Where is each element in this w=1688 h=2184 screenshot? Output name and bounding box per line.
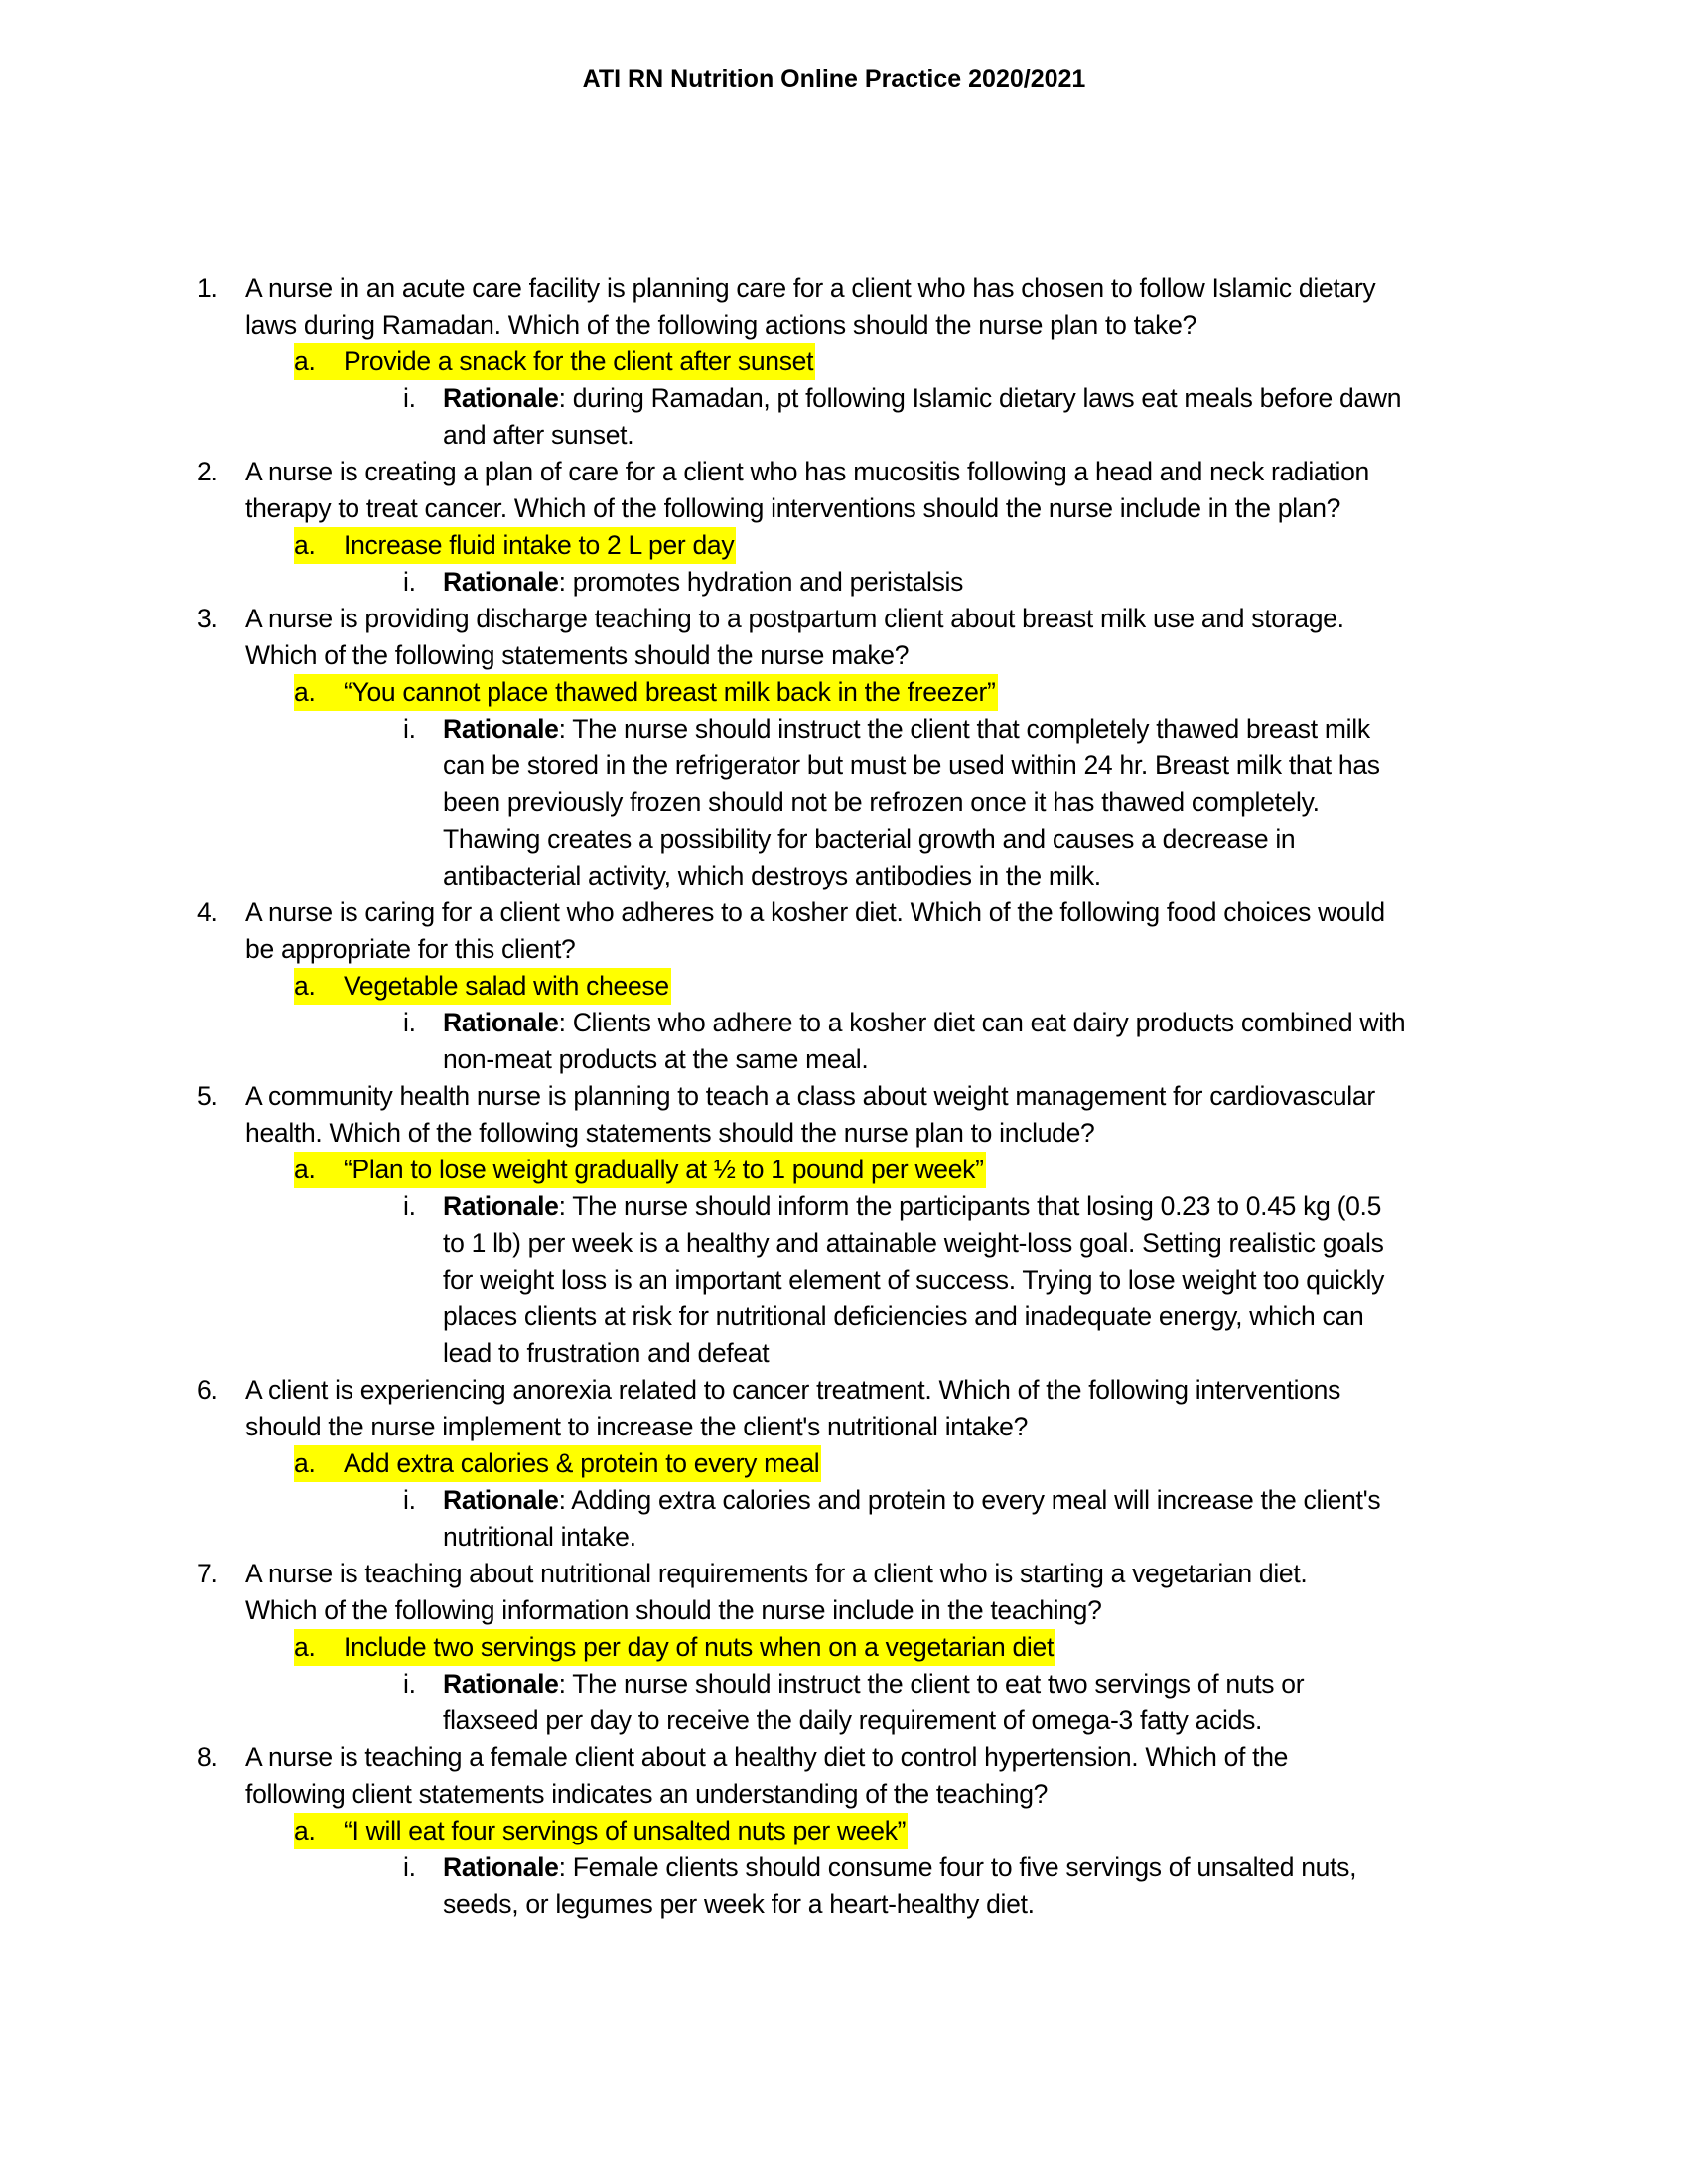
rationale-text xyxy=(443,1703,1262,1739)
rationale-body: non-meat products at the same meal. xyxy=(443,1044,869,1074)
question-line xyxy=(0,1739,1688,1776)
rationale-line xyxy=(0,1225,1688,1262)
rationale-label: Rationale xyxy=(443,1008,559,1037)
question-item xyxy=(0,1739,1688,1923)
rationale-text xyxy=(443,1482,1380,1519)
highlighted-answer xyxy=(294,674,998,711)
answer-text: Add extra calories & protein to every meal xyxy=(344,1448,820,1478)
rationale-line xyxy=(0,748,1688,784)
answer-text: “I will eat four servings of unsalted nuts per week” xyxy=(344,1816,907,1845)
question-line xyxy=(0,1078,1688,1115)
question-text: A community health nurse is planning to teach a class about weight management for cardiovascular xyxy=(245,1081,1375,1111)
question-line xyxy=(0,637,1688,674)
question-text: A nurse is teaching a female client about a healthy diet to control hypertension. Which of the xyxy=(245,1742,1289,1772)
answer-letter: a. xyxy=(294,1448,316,1478)
rationale-body: to 1 lb) per week is a healthy and attainable weight-loss goal. Setting realistic goals xyxy=(443,1228,1384,1258)
rationale-body: : Adding extra calories and protein to every meal will increase the client's xyxy=(558,1485,1381,1515)
answer-letter: a. xyxy=(294,677,316,707)
rationale-body: flaxseed per day to receive the daily requirement of omega-3 fatty acids. xyxy=(443,1706,1263,1735)
answer-letter: a. xyxy=(294,1155,316,1184)
answer-line xyxy=(0,968,1688,1005)
rationale-numeral: i. xyxy=(403,1191,416,1221)
rationale-numeral: i. xyxy=(403,1485,416,1515)
rationale-numeral: i. xyxy=(403,383,416,413)
rationale-line xyxy=(0,1041,1688,1078)
rationale-line xyxy=(0,1005,1688,1041)
question-item xyxy=(0,454,1688,601)
rationale-label: Rationale xyxy=(443,1485,559,1515)
rationale-text xyxy=(443,1298,1363,1335)
rationale-line xyxy=(0,417,1688,454)
answer-text: Increase fluid intake to 2 L per day xyxy=(344,530,735,560)
question-item xyxy=(0,601,1688,894)
question-text: should the nurse implement to increase the client's nutritional intake? xyxy=(245,1412,1029,1441)
rationale-text xyxy=(443,1886,1035,1923)
question-line xyxy=(0,454,1688,490)
rationale-line xyxy=(0,1519,1688,1556)
highlighted-answer xyxy=(294,968,671,1005)
rationale-body: Thawing creates a possibility for bacterial growth and causes a decrease in xyxy=(443,824,1296,854)
question-line xyxy=(0,1592,1688,1629)
question-text: therapy to treat cancer. Which of the following interventions should the nurse include in the plan? xyxy=(245,493,1341,523)
rationale-text xyxy=(443,1005,1405,1041)
rationale-text xyxy=(443,380,1401,417)
highlighted-answer xyxy=(294,343,815,380)
question-item xyxy=(0,894,1688,1078)
rationale-text xyxy=(443,1225,1384,1262)
rationale-line xyxy=(0,1666,1688,1703)
rationale-line xyxy=(0,1703,1688,1739)
rationale-body: lead to frustration and defeat xyxy=(443,1338,770,1368)
rationale-body: for weight loss is an important element of success. Trying to lose weight too quickly xyxy=(443,1265,1385,1295)
highlighted-answer xyxy=(294,1445,821,1482)
answer-line xyxy=(0,1629,1688,1666)
rationale-body: places clients at risk for nutritional deficiencies and inadequate energy, which can xyxy=(443,1301,1364,1331)
rationale-line xyxy=(0,564,1688,601)
question-item xyxy=(0,1372,1688,1556)
question-number: 6. xyxy=(197,1375,218,1405)
rationale-text xyxy=(443,1849,1356,1886)
answer-line xyxy=(0,674,1688,711)
question-line xyxy=(0,1776,1688,1813)
rationale-text xyxy=(443,748,1380,784)
question-text: A client is experiencing anorexia related to cancer treatment. Which of the following interventions xyxy=(245,1375,1341,1405)
rationale-text xyxy=(443,858,1101,894)
rationale-line xyxy=(0,1262,1688,1298)
question-number: 2. xyxy=(197,457,218,486)
question-number: 5. xyxy=(197,1081,218,1111)
question-text: A nurse is providing discharge teaching to a postpartum client about breast milk use and storage. xyxy=(245,604,1344,633)
answer-text: Vegetable salad with cheese xyxy=(344,971,669,1001)
question-line xyxy=(0,894,1688,931)
question-line xyxy=(0,601,1688,637)
rationale-body: : Female clients should consume four to five servings of unsalted nuts, xyxy=(558,1852,1357,1882)
question-line xyxy=(0,1409,1688,1445)
rationale-label: Rationale xyxy=(443,567,559,597)
answer-text: Provide a snack for the client after sunset xyxy=(344,346,814,376)
question-line xyxy=(0,1372,1688,1409)
rationale-body: and after sunset. xyxy=(443,420,634,450)
answer-line xyxy=(0,1813,1688,1849)
question-line xyxy=(0,490,1688,527)
highlighted-answer xyxy=(294,1629,1055,1666)
rationale-text xyxy=(443,784,1320,821)
question-item xyxy=(0,1556,1688,1739)
answer-line xyxy=(0,527,1688,564)
answer-letter: a. xyxy=(294,530,316,560)
question-number: 1. xyxy=(197,273,218,303)
document-title: ATI RN Nutrition Online Practice 2020/2021 xyxy=(582,66,1086,93)
rationale-line xyxy=(0,821,1688,858)
question-text: Which of the following statements should the nurse make? xyxy=(245,640,910,670)
rationale-text xyxy=(443,1666,1304,1703)
rationale-text xyxy=(443,1335,769,1372)
question-text: be appropriate for this client? xyxy=(245,934,576,964)
rationale-numeral: i. xyxy=(403,1852,416,1882)
rationale-label: Rationale xyxy=(443,1191,559,1221)
rationale-body: been previously frozen should not be refrozen once it has thawed completely. xyxy=(443,787,1320,817)
question-text: A nurse is creating a plan of care for a client who has mucositis following a head and neck radiation xyxy=(245,457,1369,486)
rationale-text xyxy=(443,1188,1381,1225)
answer-line xyxy=(0,343,1688,380)
rationale-label: Rationale xyxy=(443,383,559,413)
rationale-numeral: i. xyxy=(403,714,416,744)
rationale-body: : The nurse should inform the participants that losing 0.23 to 0.45 kg (0.5 xyxy=(558,1191,1382,1221)
answer-text: “You cannot place thawed breast milk back in the freezer” xyxy=(344,677,996,707)
question-line xyxy=(0,1556,1688,1592)
rationale-body: : during Ramadan, pt following Islamic dietary laws eat meals before dawn xyxy=(558,383,1402,413)
question-line xyxy=(0,270,1688,307)
question-text: following client statements indicates an understanding of the teaching? xyxy=(245,1779,1049,1809)
highlighted-answer xyxy=(294,527,736,564)
rationale-text xyxy=(443,1041,868,1078)
rationale-numeral: i. xyxy=(403,1008,416,1037)
rationale-line xyxy=(0,1188,1688,1225)
rationale-text xyxy=(443,417,633,454)
rationale-body: seeds, or legumes per week for a heart-healthy diet. xyxy=(443,1889,1035,1919)
question-text: A nurse is caring for a client who adheres to a kosher diet. Which of the following food choices would xyxy=(245,897,1385,927)
rationale-body: : The nurse should instruct the client to eat two servings of nuts or xyxy=(558,1669,1305,1699)
question-number: 7. xyxy=(197,1559,218,1588)
rationale-numeral: i. xyxy=(403,567,416,597)
question-number: 8. xyxy=(197,1742,218,1772)
rationale-label: Rationale xyxy=(443,1852,559,1882)
rationale-line xyxy=(0,1335,1688,1372)
rationale-line xyxy=(0,1886,1688,1923)
highlighted-answer xyxy=(294,1813,908,1849)
question-text: A nurse is teaching about nutritional requirements for a client who is starting a vegetarian diet. xyxy=(245,1559,1308,1588)
question-number: 3. xyxy=(197,604,218,633)
rationale-body: antibacterial activity, which destroys antibodies in the milk. xyxy=(443,861,1101,890)
rationale-text xyxy=(443,564,963,601)
rationale-label: Rationale xyxy=(443,1669,559,1699)
rationale-line xyxy=(0,858,1688,894)
answer-line xyxy=(0,1152,1688,1188)
rationale-body: : The nurse should instruct the client that completely thawed breast milk xyxy=(558,714,1370,744)
rationale-label: Rationale xyxy=(443,714,559,744)
answer-text: “Plan to lose weight gradually at ½ to 1 pound per week” xyxy=(344,1155,984,1184)
answer-letter: a. xyxy=(294,1632,316,1662)
question-line xyxy=(0,307,1688,343)
rationale-body: : promotes hydration and peristalsis xyxy=(558,567,964,597)
question-list xyxy=(0,270,1688,1923)
highlighted-answer xyxy=(294,1152,986,1188)
question-text: Which of the following information should the nurse include in the teaching? xyxy=(245,1595,1102,1625)
answer-letter: a. xyxy=(294,971,316,1001)
rationale-line xyxy=(0,711,1688,748)
rationale-line xyxy=(0,1849,1688,1886)
rationale-text xyxy=(443,821,1295,858)
rationale-line xyxy=(0,380,1688,417)
rationale-numeral: i. xyxy=(403,1669,416,1699)
question-text: laws during Ramadan. Which of the following actions should the nurse plan to take? xyxy=(245,310,1196,340)
rationale-line xyxy=(0,1482,1688,1519)
rationale-body: nutritional intake. xyxy=(443,1522,636,1552)
rationale-line xyxy=(0,1298,1688,1335)
rationale-line xyxy=(0,784,1688,821)
rationale-body: : Clients who adhere to a kosher diet can eat dairy products combined with xyxy=(558,1008,1406,1037)
question-text: health. Which of the following statements should the nurse plan to include? xyxy=(245,1118,1095,1148)
answer-letter: a. xyxy=(294,1816,316,1845)
rationale-text xyxy=(443,1262,1384,1298)
answer-letter: a. xyxy=(294,346,316,376)
question-item xyxy=(0,1078,1688,1372)
rationale-body: can be stored in the refrigerator but must be used within 24 hr. Breast milk that has xyxy=(443,751,1380,780)
rationale-text xyxy=(443,711,1370,748)
question-text: A nurse in an acute care facility is planning care for a client who has chosen to follow Islamic dietary xyxy=(245,273,1376,303)
question-number: 4. xyxy=(197,897,218,927)
rationale-text xyxy=(443,1519,636,1556)
answer-text: Include two servings per day of nuts when on a vegetarian diet xyxy=(344,1632,1055,1662)
question-item xyxy=(0,270,1688,454)
question-line xyxy=(0,931,1688,968)
question-line xyxy=(0,1115,1688,1152)
answer-line xyxy=(0,1445,1688,1482)
